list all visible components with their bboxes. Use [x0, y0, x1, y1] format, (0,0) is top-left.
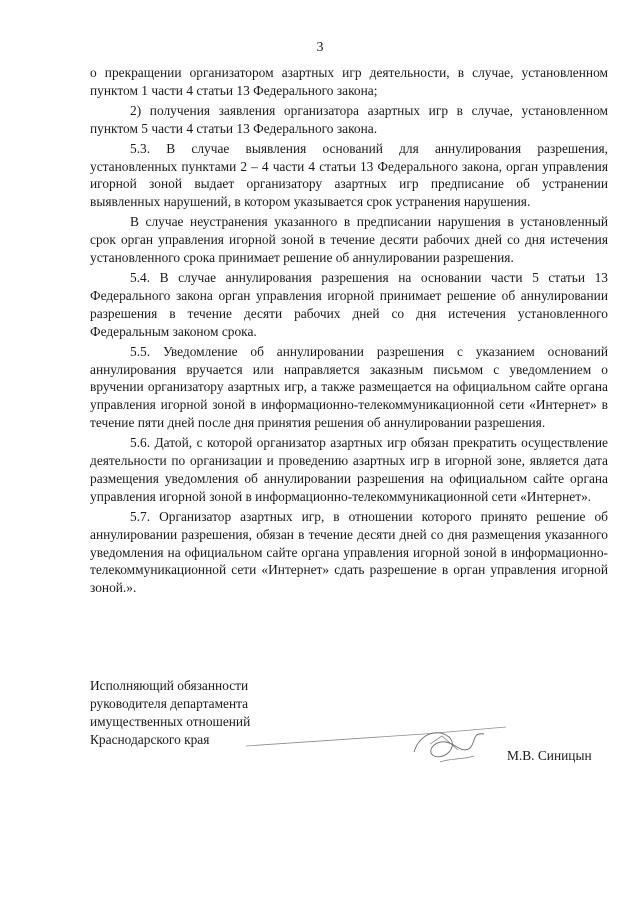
paragraph-termination-case: о прекращении организатором азартных игр деятельности, в случае, установленном пунктом 1 части 4 статьи 13 Федерального закона;: [90, 65, 608, 98]
document-body: [90, 64, 608, 599]
signatory-position-line: руководителя департамента: [90, 696, 249, 711]
paragraph-5-3-continued: В случае неустранения указанного в предписании нарушения в установленный срок орган управления игорной зоной в течение десяти рабочих дней со дня истечения установленного срока принимает решение об аннулировании разрешения.: [90, 214, 608, 266]
signatory-name: М.В. Синицын: [507, 748, 592, 763]
paragraph-5-7: 5.7. Организатор азартных игр, в отношении которого принято решение об аннулировании разрешения, обязан в течение десяти дней со дня размещения указанного уведомления на официальном сайте органа управления игорной зоной в информационно-телекоммуникационной сети «Интернет» сдать разрешение в орган управления игорной зоной.».: [90, 508, 608, 596]
paragraph-5-3: 5.3. В случае выявления оснований для аннулирования разрешения, установленных пунктами 2 – 4 части 4 статьи 13 Федерального закона, орган управления игорной зоной выдает организатору азартных игр предписание об устранении выявленных нарушений, в котором указывается срок устранения нарушения.: [90, 140, 608, 210]
signatory-position-line: имущественных отношений: [90, 714, 251, 729]
handwritten-signature: [244, 714, 514, 774]
signatory-position-line: Исполняющий обязанности: [90, 678, 249, 693]
paragraph-5-4: 5.4. В случае аннулирования разрешения на основании части 5 статьи 13 Федерального закона орган управления игорной принимает решение об аннулировании разрешения в течение десяти рабочих дней со дня истечения установленного Федеральным законом срока.: [90, 269, 608, 339]
signatory-position-line: Краснодарского края: [90, 732, 210, 747]
paragraph-application-case: 2) получения заявления организатора азартных игр в случае, установленном пунктом 5 части 4 статьи 13 Федерального закона.: [90, 102, 608, 136]
page-number: 3: [316, 40, 324, 55]
paragraph-5-6: 5.6. Датой, с которой организатор азартных игр обязан прекратить осуществление деятельности по организации и проведению азартных игр в игорной зоне, является дата размещения уведомления об аннулировании разрешения на официальном сайте органа управления игорной зоной в информационно-телекоммуникационной сети «Интернет».: [90, 435, 608, 504]
paragraph-5-5: 5.5. Уведомление об аннулировании разрешения с указанием оснований аннулирования вручается или направляется заказным письмом с уведомлением о вручении организатору азартных игр, а также размещается на официальном сайте органа управления игорной зоной в информационно-телекоммуникационной сети «Интернет» в течение пяти дней после дня принятия решения об аннулировании разрешения.: [90, 343, 608, 431]
